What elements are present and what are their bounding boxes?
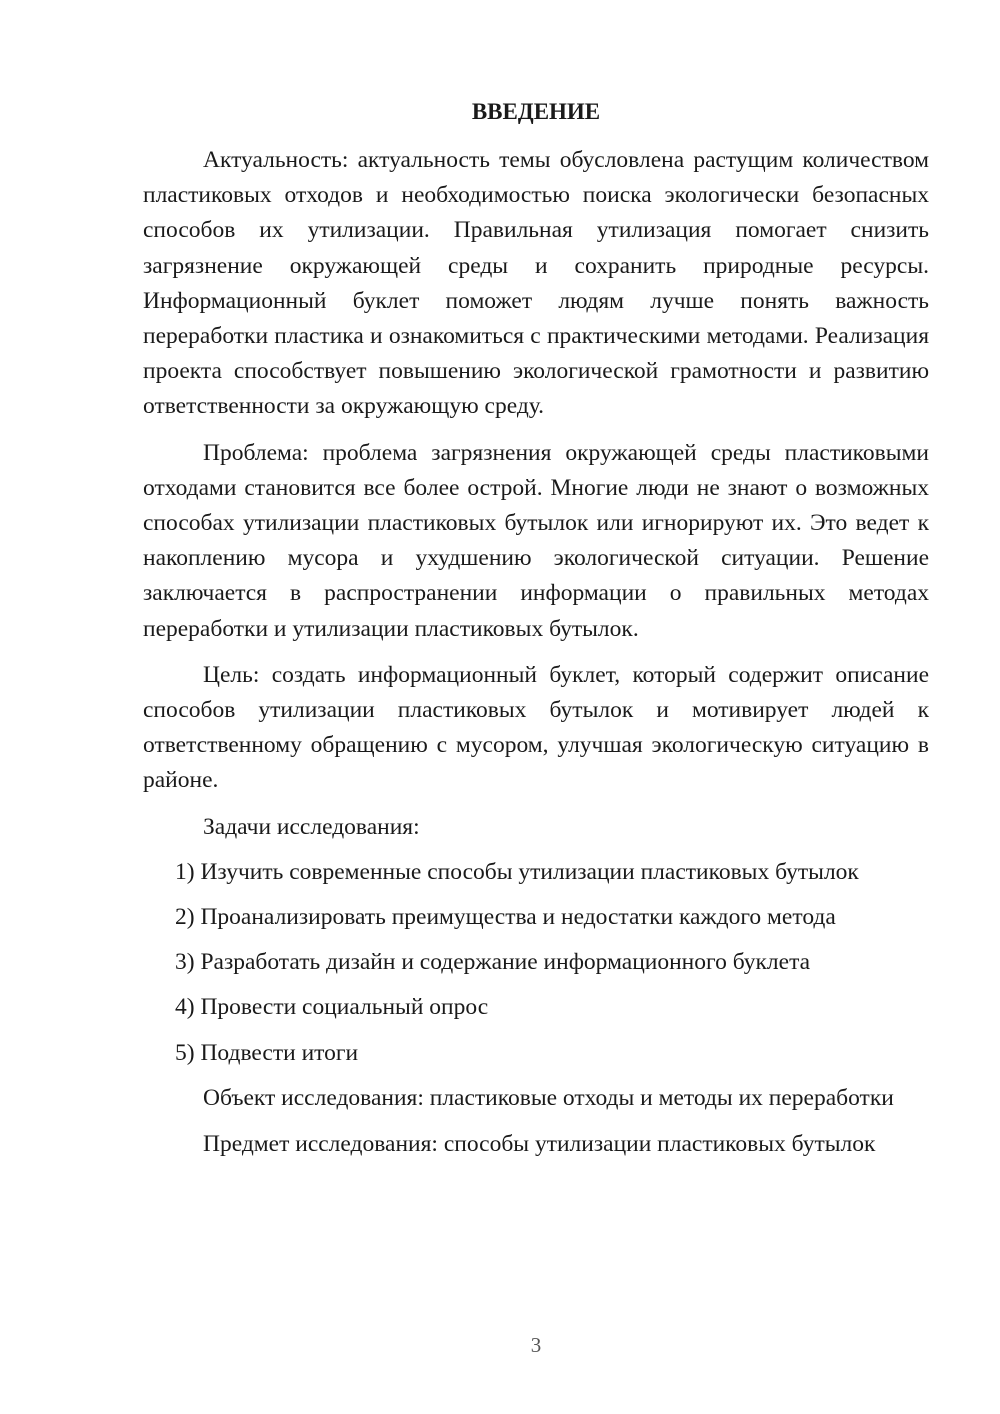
page-number: 3 — [530, 1333, 542, 1357]
list-item: 5) Подвести итоги — [175, 1039, 359, 1066]
paragraph-object: Объект исследования: пластиковые отходы и методы их переработки — [203, 1084, 894, 1111]
page-title: ВВЕДЕНИЕ — [471, 99, 601, 124]
paragraph-tasks-title: Задачи исследования: — [203, 813, 420, 840]
paragraph-relevance: Актуальность: актуальность темы обусловлена растущим количеством пластиковых отходов и необходимостью поиска экологически безопасных способов их утилизации. Правильная утилизация помогает снизить загрязнение окружающей среды и сохранить природные ресурсы. Информационный буклет поможет людям лучше понять важность переработки пластика и ознакомиться с практическими методами. Реализация проекта способствует повышению экологической грамотности и развитию ответственности за окружающую среду. — [143, 147, 929, 420]
document-body — [143, 143, 929, 1162]
paragraph-problem: Проблема: проблема загрязнения окружающей среды пластиковыми отходами становится все более острой. Многие люди не знают о возможных способах утилизации пластиковых бутылок или игнорируют их. Это ведет к накоплению мусора и ухудшению экологической ситуации. Решение заключается в распространении информации о правильных методах переработки и утилизации пластиковых бутылок. — [143, 439, 929, 642]
paragraph-subject: Предмет исследования: способы утилизации пластиковых бутылок — [203, 1131, 876, 1158]
list-item: 2) Проанализировать преимущества и недостатки каждого метода — [175, 904, 836, 931]
list-item: 3) Разработать дизайн и содержание информационного буклета — [175, 949, 811, 976]
list-item: 1) Изучить современные способы утилизации пластиковых бутылок — [175, 858, 859, 885]
paragraph-goal: Цель: создать информационный буклет, который содержит описание способов утилизации пластиковых бутылок и мотивирует людей к ответственному обращению с мусором, улучшая экологическую ситуацию в районе. — [143, 661, 929, 794]
list-item: 4) Провести социальный опрос — [175, 994, 489, 1021]
